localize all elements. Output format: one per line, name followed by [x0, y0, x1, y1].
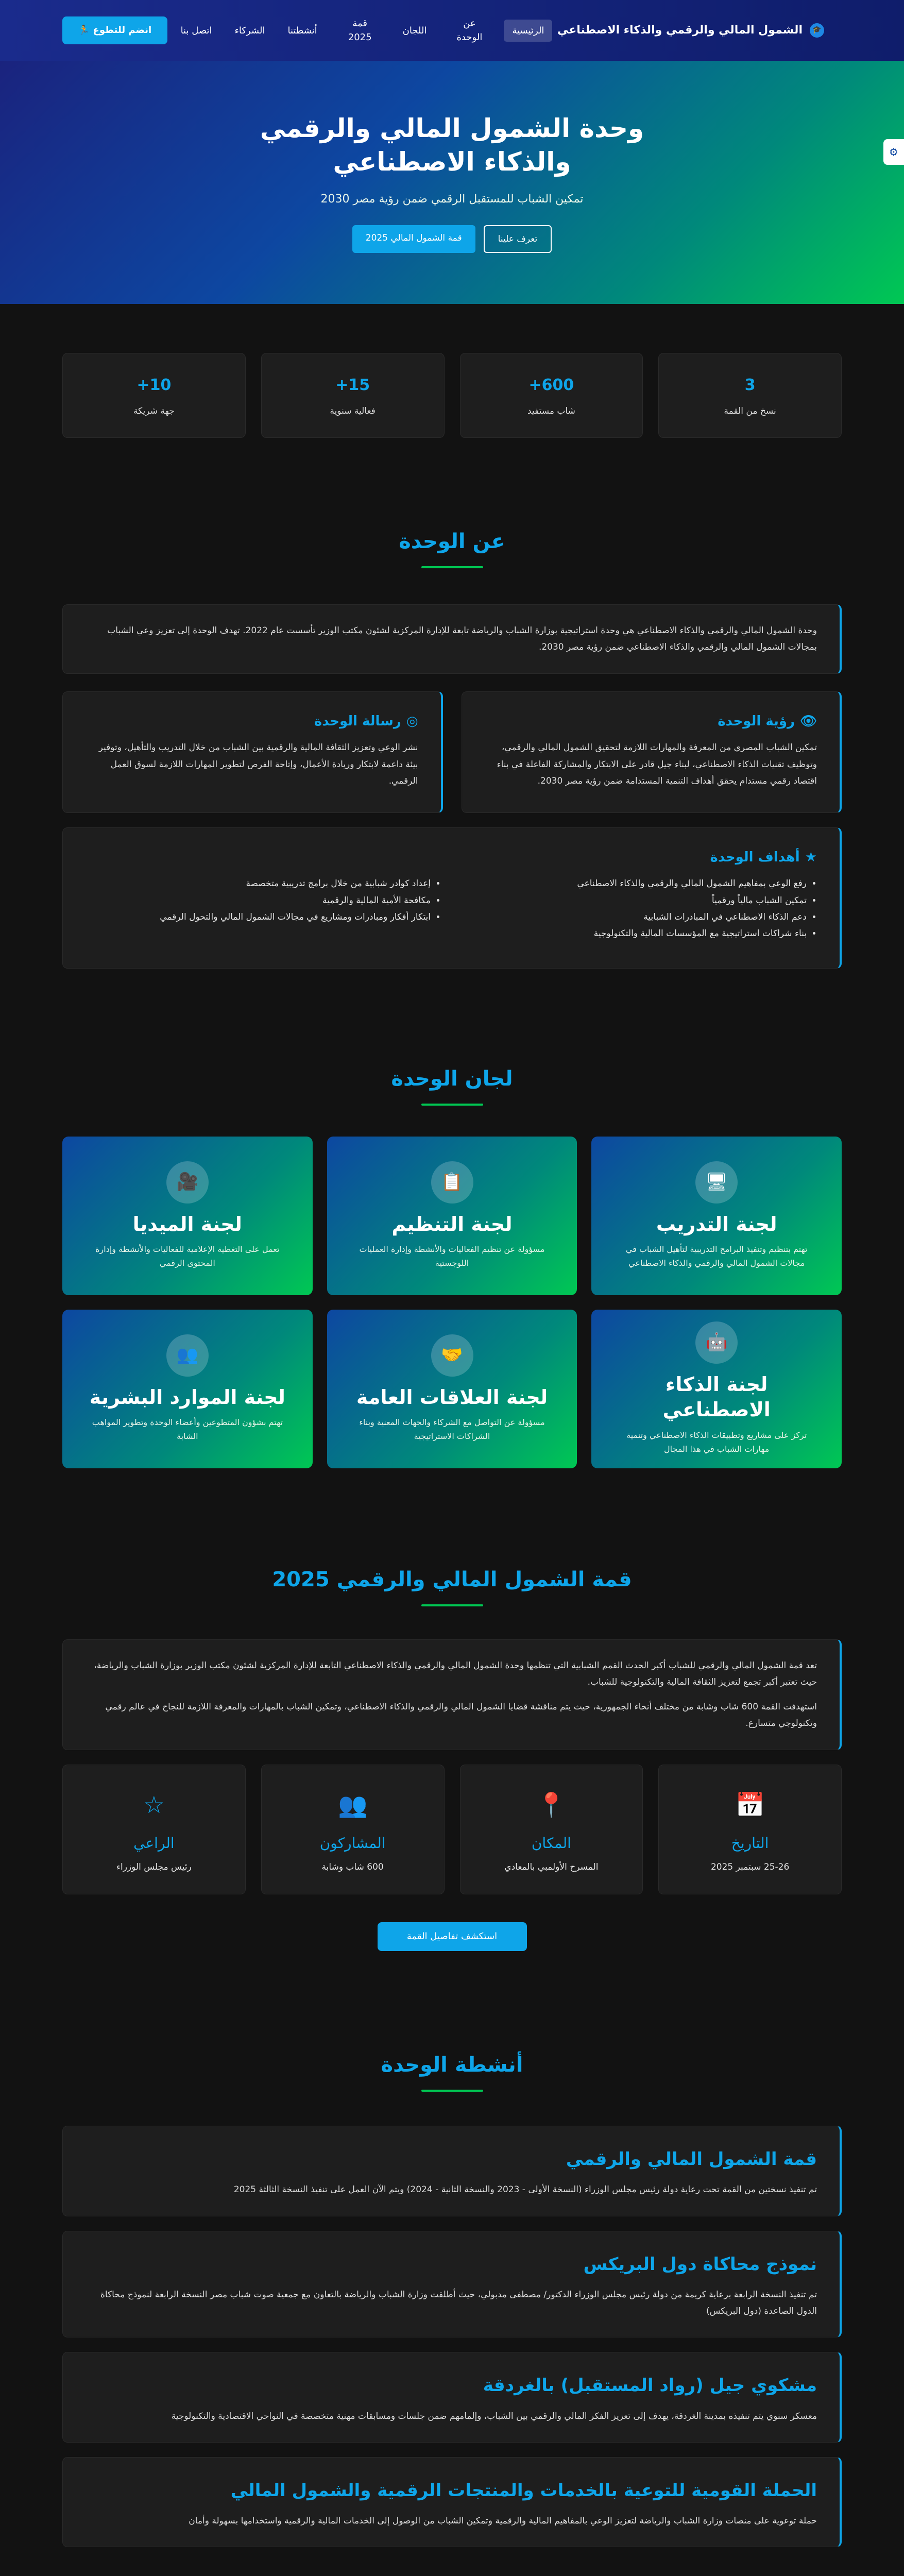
committee-card[interactable]: 🤖 لجنة الذكاء الاصطناعي تركز على مشاريع وتطبيقات الذكاء الاصطناعي وتنمية مهارات الشباب في هذا المجال	[591, 1310, 842, 1468]
nav-about[interactable]: عن الوحدة	[456, 18, 483, 43]
summit-info-card: 👥 المشاركون 600 شاب وشابة	[261, 1765, 445, 1894]
graduation-icon: 🎓	[810, 23, 824, 38]
accessibility-icon[interactable]: ⚙	[883, 139, 904, 165]
hero-title: وحدة الشمول المالي والرقمي والذكاء الاصطناعي	[260, 113, 644, 177]
hero	[0, 61, 904, 304]
section-title: عن الوحدة	[399, 530, 505, 553]
stats	[62, 353, 842, 438]
star-icon: ★	[805, 849, 817, 865]
stat-card: 10+ جهة شريكة	[62, 353, 246, 438]
nav-activities[interactable]: أنشطتنا	[287, 25, 317, 36]
nav-committees[interactable]: اللجان	[402, 25, 427, 36]
brand-name: الشمول المالي والرقمي والذكاء الاصطناعي	[557, 24, 803, 37]
stat-card: 15+ فعالية سنوية	[261, 353, 445, 438]
about-intro: وحدة الشمول المالي والرقمي والذكاء الاصطناعي هي وحدة استراتيجية بوزارة الشباب والرياضة تابعة للإدارة المركزية لشئون مكتب الوزير تأسست عام 2022. تهدف الوحدة إلى تعزيز وعي الشباب بمجالات الشمول المالي والرقمي والذكاء الاصطناعي ضمن رؤية مصر 2030.	[62, 604, 842, 674]
clipboard-icon: 📋	[431, 1161, 473, 1204]
nav-home[interactable]: الرئيسية	[504, 20, 552, 42]
star-icon: ☆	[143, 1790, 165, 1819]
video-icon: 🎥	[166, 1161, 209, 1204]
committee-card[interactable]: 🤝 لجنة العلاقات العامة مسؤولة عن التواصل مع الشركاء والجهات المعنية وبناء الشراكات الاستراتيجية	[327, 1310, 577, 1468]
robot-icon: 🤖	[695, 1321, 738, 1364]
summit-description: تعد قمة الشمول المالي والرقمي للشباب أكبر الحدث القمم الشبابية التي تنظمها وحدة الشمول المالي والرقمي والذكاء الاصطناعي التابعة للإدارة المركزية لشئون مكتب الوزير بوزارة الشباب والرياضة، حيث تعتبر أكبر تجمع لتعزيز الثقافة المالية والتكنولوجية للشباب. استهدفت القمة 600 شاب وشابة من مختلف أنحاء الجمهورية، حيث يتم مناقشة قضايا الشمول المالي والرقمي والذكاء الاصطناعي، وتمكين الشباب بالمهارات والمعرفة اللازمة للنجاح في عالم رقمي وتكنولوجي متسارع.	[62, 1639, 842, 1750]
activity-card: مشكوي جيل (رواد المستقبل) بالغردقة معسكر سنوي يتم تنفيذه بمدينة الغردقة، يهدف إلى تعزيز الفكر المالي والرقمي بين الشباب، وإلمامهم ضمن جلسات ومسابقات مهنية متخصصة في النواحي الاقتصادية والتكنولوجية	[62, 2352, 842, 2442]
location-icon: 📍	[536, 1790, 567, 1819]
nav-partners[interactable]: الشركاء	[234, 25, 265, 36]
training-icon: 🖥	[695, 1161, 738, 1204]
summit-button[interactable]: قمة الشمول المالي 2025	[352, 225, 475, 253]
summit-info-card: 📍 المكان المسرح الأولمبي بالمعادي	[460, 1765, 643, 1894]
section-title: لجان الوحدة	[391, 1066, 513, 1091]
target-icon: ◎	[406, 713, 418, 729]
brand[interactable]	[557, 20, 824, 41]
stat-card: 600+ شاب مستفيد	[460, 353, 643, 438]
users-icon: 👥	[166, 1334, 209, 1377]
activity-card: الحملة القومية للتوعية بالخدمات والمنتجات الرقمية والشمول المالي حملة توعوية على منصات وزارة الشباب والرياضة لتعزيز الوعي بالمفاهيم المالية والرقمية وتمكين الشباب من الوصول إلى الخدمات المالية والرقمية واستخدامها بسهولة وأمان	[62, 2457, 842, 2547]
summit-info-card: ☆ الراعي رئيس مجلس الوزراء	[62, 1765, 246, 1894]
site-header	[0, 0, 904, 61]
activity-card: قمة الشمول المالي والرقمي تم تنفيذ نسختين من القمة تحت رعاية دولة رئيس مجلس الوزراء (النسخة الأولى - 2023 والنسخة الثانية - 2024) ويتم الآن العمل على تنفيذ النسخة الثالثة 2025	[62, 2126, 842, 2216]
summit-section	[62, 1566, 842, 1952]
vision-card: 👁 رؤية الوحدة تمكين الشباب المصري من المعرفة والمهارات اللازمة لتحقيق الشمول المالي والرقمي، وتوظيف تقنيات الذكاء الاصطناعي، لبناء جيل قادر على الابتكار والمشاركة الفاعلة في بناء اقتصاد رقمي مستدام يحقق أهداف التنمية المستدامة ضمن رؤية مصر 2030.	[462, 691, 842, 813]
about-section	[62, 528, 842, 969]
hero-subtitle: تمكين الشباب للمستقبل الرقمي ضمن رؤية مصر 2030	[320, 192, 584, 206]
summit-details-button[interactable]: استكشف تفاصيل القمة	[378, 1922, 527, 1951]
goals-card: ★ أهداف الوحدة • رفع الوعي بمفاهيم الشمول المالي والرقمي والذكاء الاصطناعي • تمكين الشباب مالياً ورقمياً • دعم الذكاء الاصطناعي في المبادرات الشبابية • بناء شراكات استراتيجية مع المؤسسات المالية والتكنولوجية • إعداد كوادر شبابية من خلال برامج تدريبية متخصصة • مكافحة الأمية المالية والرقمية • ابتكار أفكار ومبادرات ومشاريع في مجالات الشمول المالي والتحول الرقمي	[62, 827, 842, 969]
handshake-icon: 🤝	[431, 1334, 473, 1377]
eye-icon: 👁	[799, 713, 817, 729]
main-nav	[173, 12, 553, 48]
activity-card: نموذج محاكاة دول البريكس تم تنفيذ النسخة الرابعة برعاية كريمة من دولة رئيس مجلس الوزراء الدكتور/ مصطفى مدبولي، حيث أطلقت وزارة الشباب والرياضة بالتعاون مع جمعية صوت شباب مصر النسخة الرابعة لنموذج محاكاة الدول الصاعدة (دول البريكس)	[62, 2231, 842, 2338]
stat-card: 3 نسخ من القمة	[658, 353, 842, 438]
join-volunteer-button[interactable]: انضم للتطوع 🏃	[62, 16, 167, 44]
committees-section	[62, 1065, 842, 1468]
committee-card[interactable]: 🎥 لجنة الميديا تعمل على التغطية الإعلامية للفعاليات والأنشطة وإدارة المحتوى الرقمي	[62, 1137, 313, 1295]
nav-contact[interactable]: اتصل بنا	[180, 25, 212, 36]
calendar-icon: 📅	[735, 1790, 765, 1819]
people-icon: 👥	[337, 1790, 368, 1819]
committee-card[interactable]: 👥 لجنة الموارد البشرية تهتم بشؤون المتطوعين وأعضاء الوحدة وتطوير المواهب الشابة	[62, 1310, 313, 1468]
section-title: أنشطة الوحدة	[381, 2053, 523, 2077]
committee-card[interactable]: 📋 لجنة التنظيم مسؤولة عن تنظيم الفعاليات والأنشطة وإدارة العمليات اللوجستية	[327, 1137, 577, 1295]
committee-card[interactable]: 🖥 لجنة التدريب تهتم بتنظيم وتنفيذ البرامج التدريبية لتأهيل الشباب في مجالات الشمول المالي والرقمي والذكاء الاصطناعي	[591, 1137, 842, 1295]
summit-info-card: 📅 التاريخ 25-26 سبتمبر 2025	[658, 1765, 842, 1894]
activities-section	[62, 2052, 842, 2547]
mission-card: ◎ رسالة الوحدة نشر الوعي وتعزيز الثقافة المالية والرقمية بين الشباب من خلال التدريب والتأهيل، وتوفير بيئة داعمة لابتكار وريادة الأعمال، وإتاحة الفرص لتطوير المهارات اللازمة لسوق العمل الرقمي.	[62, 691, 443, 813]
nav-summit[interactable]: قمة 2025	[348, 18, 372, 43]
section-title: قمة الشمول المالي والرقمي 2025	[272, 1567, 632, 1591]
about-button[interactable]: تعرف علينا	[484, 225, 552, 253]
